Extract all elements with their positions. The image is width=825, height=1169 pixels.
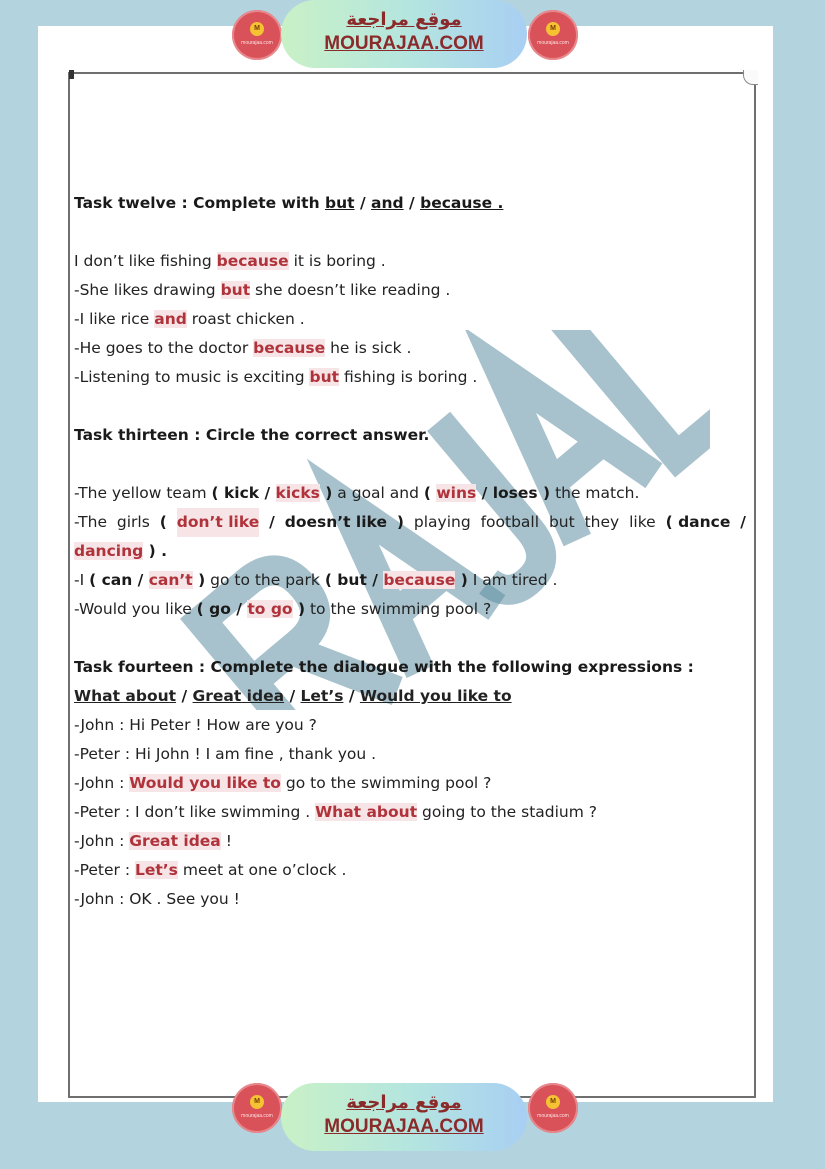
answer: but (309, 368, 340, 386)
expression-lets: Let’s (300, 687, 344, 705)
dialogue-line: -John : OK . See you ! (74, 890, 240, 908)
task12-sentence: -Listening to music is exciting but fishing is boring . (74, 368, 478, 386)
task-thirteen-title: Task thirteen : Circle the correct answer. (74, 426, 430, 444)
expressions-list: What about / Great idea / Let’s / Would you like to (74, 687, 512, 705)
task12-sentence: -He goes to the doctor because he is sick . (74, 339, 412, 357)
site-banner-bottom[interactable] (281, 1083, 527, 1151)
site-badge-left-bottom: M mourajaa.com (232, 1083, 282, 1133)
site-domain-link[interactable]: MOURAJAA.COM (324, 33, 484, 54)
task13-sentence: -The girls ( don’t like / doesn’t like ) playing football but they like ( dance / (74, 508, 746, 537)
dialogue-line: -John : Would you like to go to the swimming pool ? (74, 774, 492, 792)
answer: don’t like (177, 508, 260, 537)
dialogue-line: -Peter : Let’s meet at one o’clock . (74, 861, 347, 879)
answer: Great idea (129, 832, 221, 850)
task13-sentence: -The yellow team ( kick / kicks ) a goal and ( wins / loses ) the match. (74, 484, 640, 502)
answer: can’t (148, 571, 193, 589)
logo-icon: M (546, 22, 560, 36)
task-twelve-title: Task twelve : Complete with but / and / because . (74, 194, 504, 212)
answer: kicks (275, 484, 320, 502)
option-and: and (371, 194, 404, 212)
site-badge-right-bottom: M mourajaa.com (528, 1083, 578, 1133)
expression-great-idea: Great idea (192, 687, 285, 705)
task12-sentence: I don’t like fishing because it is boring . (74, 252, 386, 270)
logo-icon: M (250, 22, 264, 36)
dialogue-line: -John : Great idea ! (74, 832, 232, 850)
site-banner-top[interactable] (281, 0, 527, 68)
site-badge-left-top: M mourajaa.com (232, 10, 282, 60)
answer: because (216, 252, 289, 270)
task13-sentence: -I ( can / can’t ) go to the park ( but / because ) I am tired . (74, 571, 558, 589)
answer: wins (436, 484, 477, 502)
dialogue-line: -Peter : Hi John ! I am fine , thank you . (74, 745, 377, 763)
expression-would-you-like-to: Would you like to (359, 687, 512, 705)
answer: dancing (74, 542, 144, 560)
expression-what-about: What about (74, 687, 177, 705)
answer: because (253, 339, 326, 357)
site-badge-right-top: M mourajaa.com (528, 10, 578, 60)
logo-icon: M (250, 1095, 264, 1109)
task12-sentence: -She likes drawing but she doesn’t like reading . (74, 281, 451, 299)
pin-mark (69, 70, 74, 79)
task-fourteen-title: Task fourteen : Complete the dialogue with the following expressions : (74, 658, 694, 676)
task13-sentence: -Would you like ( go / to go ) to the swimming pool ? (74, 600, 492, 618)
answer: Let’s (135, 861, 178, 879)
task13-sentence-cont: dancing ) . (74, 542, 167, 560)
logo-icon: M (546, 1095, 560, 1109)
site-arabic-name: موقع مراجعة (346, 9, 462, 30)
answer: What about (315, 803, 418, 821)
dialogue-line: -John : Hi Peter ! How are you ? (74, 716, 317, 734)
dialogue-line: -Peter : I don’t like swimming . What about going to the stadium ? (74, 803, 597, 821)
site-domain-link[interactable]: MOURAJAA.COM (324, 1116, 484, 1137)
answer: because (383, 571, 456, 589)
option-but: but (325, 194, 355, 212)
task12-sentence: -I like rice and roast chicken . (74, 310, 305, 328)
answer: Would you like to (129, 774, 281, 792)
answer: but (220, 281, 251, 299)
answer: and (154, 310, 187, 328)
worksheet-content (74, 189, 746, 914)
answer: to go (247, 600, 293, 618)
site-arabic-name: موقع مراجعة (346, 1092, 462, 1113)
option-because: because . (420, 194, 504, 212)
